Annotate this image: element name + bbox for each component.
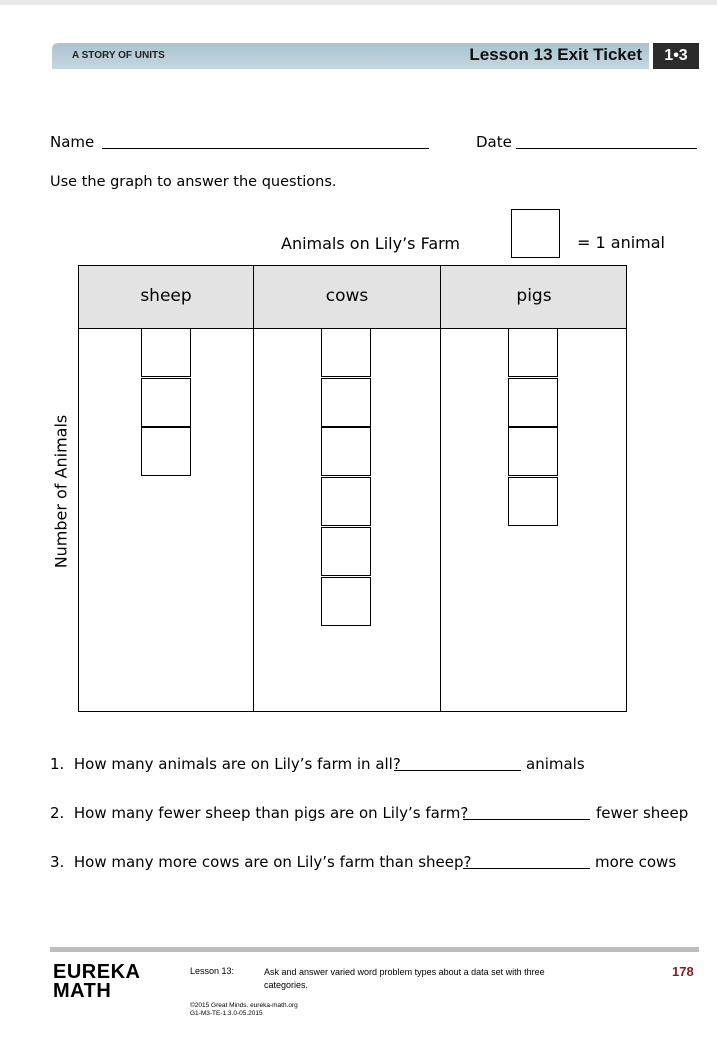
category-label-sheep: sheep (140, 286, 192, 306)
graph-square-cows (321, 328, 371, 377)
question-number: 3. (50, 853, 65, 871)
question-3 (50, 853, 471, 871)
answer-line-1[interactable] (394, 770, 521, 771)
graph-square-cows (321, 577, 371, 626)
answer-unit-3: more cows (595, 853, 677, 871)
y-axis-label: Number of Animals (51, 414, 71, 569)
question-number: 1. (50, 755, 65, 773)
answer-unit-2: fewer sheep (596, 804, 689, 822)
graph-square-sheep (141, 328, 191, 377)
graph-square-cows (321, 378, 371, 427)
footer-description: Ask and answer varied word problem types about a data set with three categories. (264, 967, 545, 990)
picture-graph (78, 265, 627, 712)
name-label: Name (50, 133, 95, 151)
graph-square-pigs (508, 378, 558, 427)
key-label: = 1 animal (577, 233, 665, 252)
question-1 (50, 755, 401, 773)
date-label: Date (476, 133, 512, 151)
copyright-line-2: G1-M3-TE-1.3.0-05.2015 (190, 1010, 263, 1017)
graph-square-cows (321, 477, 371, 526)
graph-square-cows (321, 427, 371, 476)
footer-rule (50, 947, 699, 952)
graph-square-pigs (508, 477, 558, 526)
page-header (52, 43, 649, 69)
grade-module-badge: 1•3 (653, 43, 699, 69)
graph-square-pigs (508, 328, 558, 377)
logo-line-2: MATH (53, 980, 112, 1002)
eureka-math-logo (53, 963, 140, 1001)
question-number: 2. (50, 804, 65, 822)
instructions: Use the graph to answer the questions. (50, 174, 337, 190)
graph-title: Animals on Lily’s Farm (281, 234, 461, 253)
copyright (190, 1002, 298, 1018)
key-square (511, 209, 560, 258)
answer-line-2[interactable] (463, 819, 590, 820)
category-label-cows: cows (325, 286, 369, 306)
copyright-line-1: ©2015 Great Minds. eureka-math.org (190, 1002, 298, 1009)
name-line (102, 148, 429, 149)
category-label-pigs: pigs (516, 286, 552, 306)
question-2 (50, 804, 468, 822)
graph-square-sheep (141, 378, 191, 427)
answer-unit-1: animals (526, 755, 585, 773)
page-number: 178 (672, 964, 694, 979)
graph-square-sheep (141, 427, 191, 476)
top-border (0, 0, 717, 5)
lesson-title: Lesson 13 Exit Ticket (469, 45, 642, 64)
series-title: A STORY OF UNITS (72, 50, 165, 61)
column-divider (253, 266, 254, 711)
column-divider (440, 266, 441, 711)
question-text: How many more cows are on Lily’s farm than sheep? (73, 853, 472, 871)
graph-square-cows (321, 527, 371, 576)
logo-line-1: EUREKA (53, 961, 141, 983)
date-line (516, 148, 697, 149)
question-text: How many animals are on Lily’s farm in all? (73, 755, 401, 773)
footer-lesson-label: Lesson 13: (190, 966, 235, 976)
graph-square-pigs (508, 427, 558, 476)
answer-line-3[interactable] (463, 868, 590, 869)
question-text: How many fewer sheep than pigs are on Lily’s farm? (73, 804, 469, 822)
